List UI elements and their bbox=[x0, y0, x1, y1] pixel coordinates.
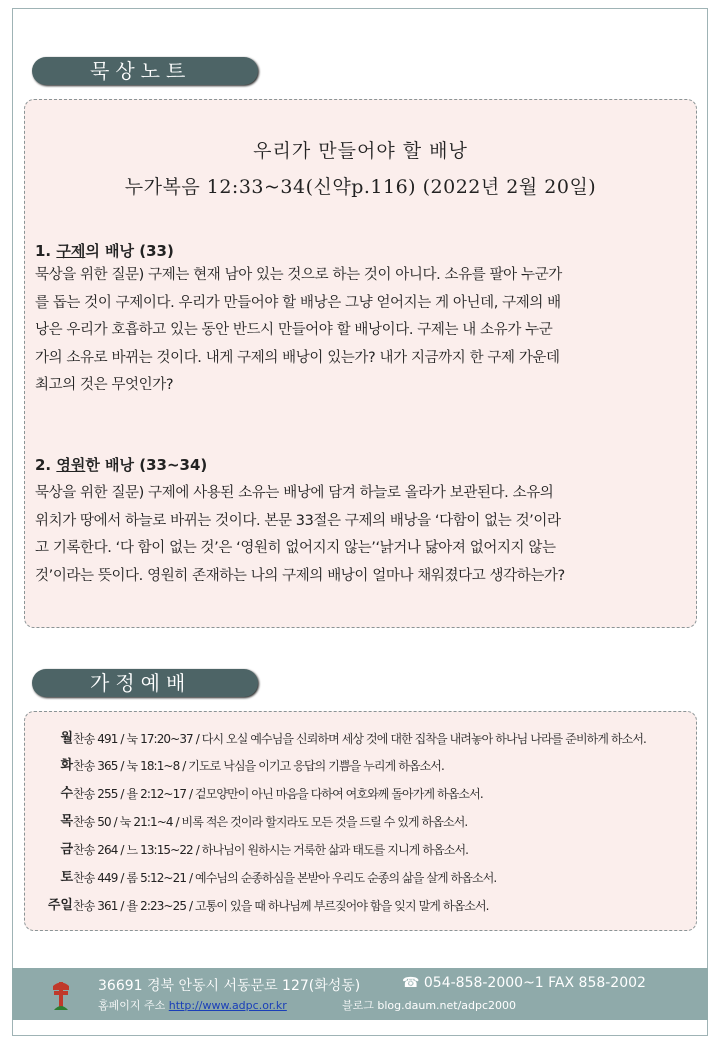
paragraph-line: 묵상을 위한 질문) 구제는 현재 남아 있는 것으로 하는 것이 아니다. 소유를 팔아 누군가 bbox=[35, 267, 562, 283]
section-1-title-rest: 의 배낭 (33) bbox=[85, 242, 174, 260]
day-label: 주일 bbox=[47, 898, 73, 913]
day-label: 월 bbox=[60, 731, 73, 746]
worship-text: 찬송 491 / 눅 17:20~37 / 다시 오실 예수님을 신뢰하며 세상 것에 대한 집착을 내려놓아 하나님 나라를 준비하게 하소서. bbox=[73, 732, 646, 746]
paragraph-line: 를 돕는 것이 구제이다. 우리가 만들어야 할 배낭은 그냥 얻어지는 게 아닌데, 구제의 배 bbox=[35, 294, 561, 311]
family-worship-header: 가정예배 bbox=[32, 669, 258, 697]
day-label: 목 bbox=[60, 814, 73, 829]
paragraph-line: 묵상을 위한 질문) 구제에 사용된 소유는 배낭에 담겨 하늘로 올라가 보관된다. 소유의 bbox=[35, 485, 554, 501]
homepage-label: 홈페이지 주소 bbox=[98, 999, 166, 1012]
paragraph-line: 최고의 것은 무엇인가? bbox=[35, 377, 174, 393]
paragraph-line: 낭은 우리가 호흡하고 있는 동안 반드시 만들어야 할 배낭이다. 구제는 내 소유가 누군 bbox=[35, 322, 553, 338]
day-label: 화 bbox=[60, 758, 73, 773]
homepage-line bbox=[98, 997, 287, 1013]
meditation-box bbox=[24, 99, 697, 628]
worship-text: 찬송 264 / 느 13:15~22 / 하나님이 원하시는 거룩한 삶과 태도를 지니게 하옵소서. bbox=[73, 843, 469, 857]
paragraph-line: 위치가 땅에서 하늘로 바뀌는 것이다. 본문 33절은 구제의 배낭을 ‘다함이 없는 것’이라 bbox=[35, 512, 561, 529]
paragraph-line: 것’이라는 뜻이다. 영원히 존재하는 나의 구제의 배낭이 얼마나 채워졌다고 생각하는가? bbox=[35, 567, 565, 584]
section-1-heading bbox=[35, 240, 174, 261]
paragraph-line: 가의 소유로 바뀌는 것이다. 내게 구제의 배낭이 있는가? 내가 지금까지 한 구제 가운데 bbox=[35, 349, 560, 366]
footer-bar bbox=[12, 968, 708, 1020]
day-label: 수 bbox=[60, 786, 73, 801]
church-cross-icon bbox=[50, 978, 72, 1012]
worship-text: 찬송 449 / 롬 5:12~21 / 예수님의 순종하심을 본받아 우리도 순종의 삶을 살게 하옵소서. bbox=[73, 871, 497, 885]
worship-text: 찬송 255 / 욜 2:12~17 / 겉모양만이 아닌 마음을 다하여 여호와께 돌아가게 하옵소서. bbox=[73, 787, 483, 801]
homepage-link[interactable]: http://www.adpc.or.kr bbox=[168, 999, 287, 1012]
scripture-reference: 누가복음 12:33~34(신약p.116) (2022년 2월 20일) bbox=[124, 176, 597, 198]
day-label: 금 bbox=[60, 842, 73, 857]
section-1-keyword: 구제 bbox=[56, 242, 86, 260]
paragraph-line: 고 기록한다. ‘다 함이 없는 것’은 ‘영원히 없어지지 않는’‘낡거나 닳아져 없어지지 않는 bbox=[35, 540, 556, 556]
church-address: 36691 경북 안동시 서동문로 127(화성동) bbox=[98, 978, 361, 994]
section-2-title-rest: 한 배낭 (33~34) bbox=[85, 456, 208, 474]
section-2-number: 2. bbox=[35, 456, 57, 474]
section-1-number: 1. bbox=[35, 242, 57, 260]
day-label: 토 bbox=[60, 870, 73, 885]
worship-text: 찬송 361 / 욜 2:23~25 / 고통이 있을 때 하나님께 부르짖어야 함을 잊지 말게 하옵소서. bbox=[73, 899, 489, 913]
church-phone-fax: ☎ 054-858-2000~1 FAX 858-2002 bbox=[402, 975, 646, 991]
section-2-paragraph bbox=[35, 480, 691, 590]
worship-text: 찬송 365 / 눅 18:1~8 / 기도로 낙심을 이기고 응답의 기쁨을 누리게 하옵소서. bbox=[73, 759, 444, 773]
meditation-header: 묵상노트 bbox=[32, 57, 258, 85]
blog-address[interactable]: 블로그 blog.daum.net/adpc2000 bbox=[342, 999, 517, 1012]
family-worship-box bbox=[24, 711, 697, 931]
worship-text: 찬송 50 / 눅 21:1~4 / 비록 적은 것이라 할지라도 모든 것을 드릴 수 있게 하옵소서. bbox=[73, 815, 468, 829]
section-2-heading bbox=[35, 454, 207, 475]
section-1-paragraph bbox=[35, 262, 691, 400]
section-2-keyword: 영원 bbox=[56, 456, 86, 474]
sermon-title: 우리가 만들어야 할 배낭 bbox=[253, 140, 468, 162]
